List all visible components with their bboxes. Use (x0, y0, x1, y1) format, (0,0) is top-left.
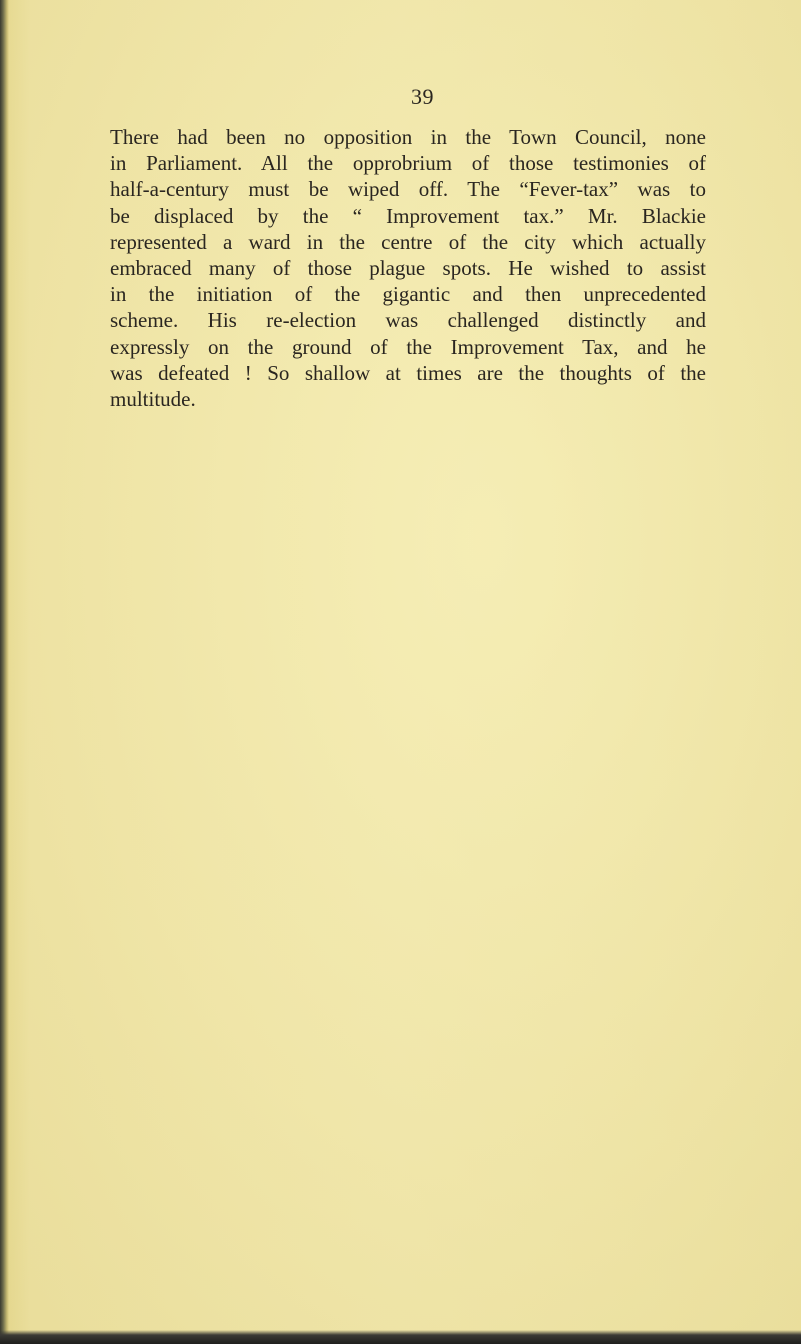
paragraph-line: embraced many of those plague spots. He wished to assist (110, 256, 706, 281)
paragraph-line: scheme. His re-election was challenged distinctly and (110, 308, 706, 333)
paragraph-line: in the initiation of the gigantic and then unprecedented (110, 282, 706, 307)
paragraph-line: represented a ward in the centre of the city which actually (110, 229, 706, 254)
paragraph-line: There had been no opposition in the Town Council, none (110, 125, 706, 149)
paragraph-line: multitude. (110, 387, 196, 412)
paragraph-line: half-a-century must be wiped off. The “Fever-tax” was to (110, 177, 706, 202)
book-spine-shadow (0, 0, 9, 1344)
paragraph-line: in Parliament. All the opprobrium of those testimonies of (110, 151, 706, 176)
paragraph-line: be displaced by the “ Improvement tax.” Mr. Blackie (110, 203, 706, 228)
page-number: 39 (411, 84, 434, 109)
paragraph-line: expressly on the ground of the Improvement Tax, and he (110, 334, 706, 359)
paragraph-line: was defeated ! So shallow at times are the thoughts of the (110, 360, 706, 385)
page-bottom-edge (0, 1330, 801, 1344)
body-paragraph (110, 124, 706, 412)
